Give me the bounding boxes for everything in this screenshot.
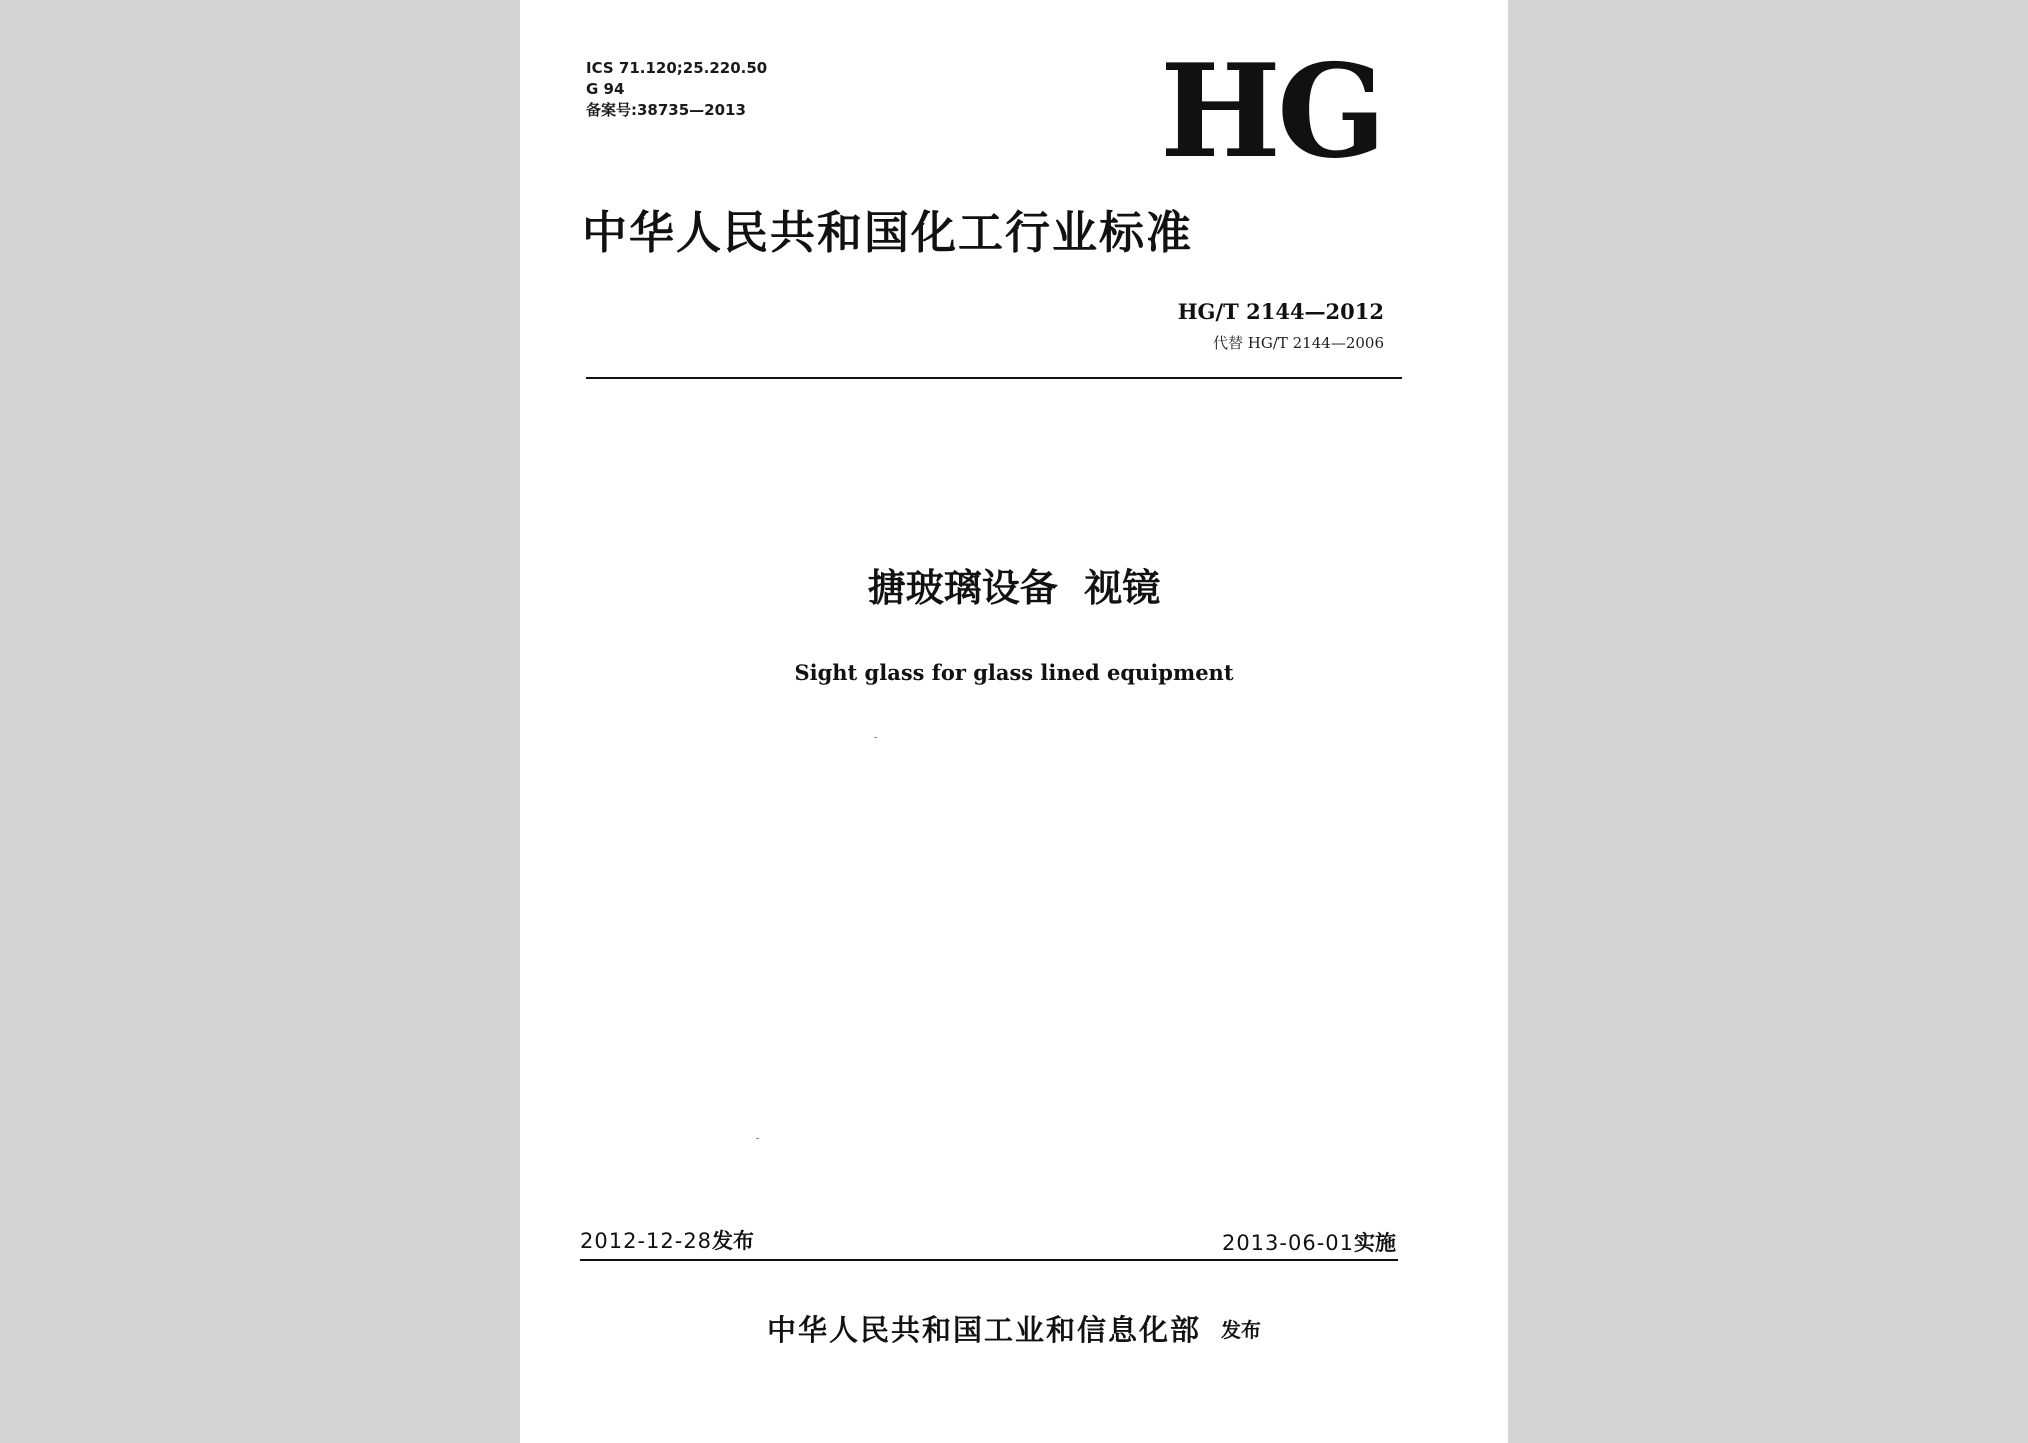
scan-speck (874, 737, 877, 738)
document-title-chinese: 搪玻璃设备 视镜 (867, 566, 1161, 610)
header-divider (586, 377, 1402, 379)
effective-date-line (1222, 1230, 1396, 1256)
effective-label: 实施 (1354, 1231, 1396, 1255)
document-title-english: Sight glass for glass lined equipment (794, 660, 1234, 685)
standard-code: HG/T 2144—2012 (1177, 299, 1384, 324)
filing-number: 备案号:38735—2013 (586, 101, 746, 119)
hg-logo: HG (1160, 37, 1383, 187)
issue-label: 发布 (712, 1229, 755, 1253)
issue-date-line (580, 1228, 754, 1254)
scan-speck (756, 1138, 759, 1139)
document-page (520, 0, 1508, 1443)
footer-divider (580, 1259, 1398, 1261)
publisher-organization: 中华人民共和国工业和信息化部 (766, 1313, 1201, 1347)
standard-title: 中华人民共和国化工行业标准 (582, 206, 1194, 259)
publisher-line (520, 1308, 1508, 1349)
effective-date: 2013-06-01 (1221, 1231, 1354, 1255)
ccs-code: G 94 (586, 80, 625, 98)
classification-block (586, 58, 767, 121)
ics-code: ICS 71.120;25.220.50 (586, 59, 768, 77)
publisher-verb: 发布 (1221, 1318, 1261, 1342)
replaced-standard: 代替 HG/T 2144—2006 (1212, 334, 1384, 352)
issue-date: 2012-12-28 (580, 1229, 713, 1253)
